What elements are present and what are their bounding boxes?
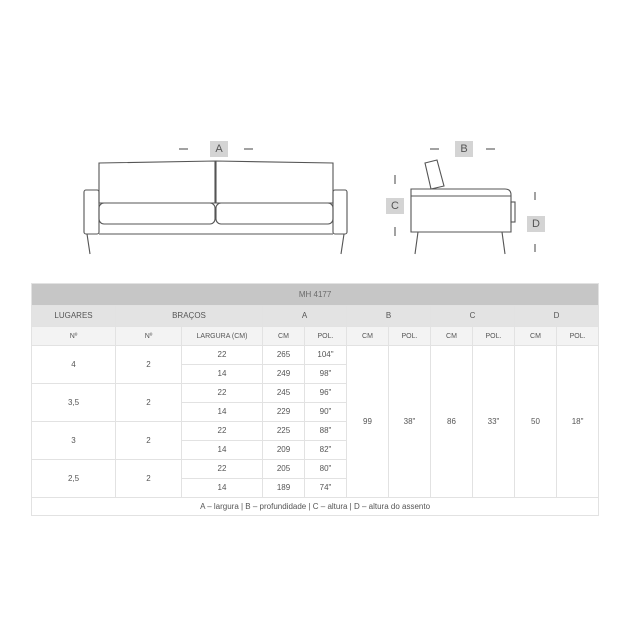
dim-label-d: D [527,216,545,232]
cell-largura: 14 [182,403,263,422]
cell-a-cm: 209 [263,441,305,460]
legend-footer: A – largura | B – profundidade | C – altura | D – altura do assento [32,498,599,516]
front-back-cushion-left [99,161,215,203]
front-seat-cushion-left [99,203,215,224]
table-footer-row [32,498,599,516]
side-back-cushion [425,160,444,189]
cell-a-cm: 229 [263,403,305,422]
cell-a-cm: 245 [263,384,305,403]
cell-a-pol: 80" [305,460,347,479]
table-title-row [32,284,599,306]
cell-b-pol: 38" [389,346,431,498]
unit-largura: LARGURA (CM) [182,327,263,346]
cell-largura: 22 [182,460,263,479]
cell-largura: 14 [182,479,263,498]
unit-b-pol: POL. [389,327,431,346]
cell-a-pol: 96" [305,384,347,403]
cell-largura: 22 [182,422,263,441]
cell-b-cm: 99 [347,346,389,498]
unit-c-cm: CM [431,327,473,346]
cell-largura: 22 [182,384,263,403]
group-lugares: LUGARES [32,306,116,327]
dim-label-c: C [386,198,404,214]
cell-a-cm: 265 [263,346,305,365]
cell-a-pol: 98" [305,365,347,384]
unit-lugares-n: Nº [32,327,116,346]
front-leg-left [87,234,90,254]
cell-lugares: 2,5 [32,460,116,498]
spec-table [31,283,599,516]
front-back-cushion-right [216,161,333,203]
cell-a-pol: 88" [305,422,347,441]
table-row [32,346,599,365]
side-leg-back [502,232,505,254]
dim-label-a: A [210,141,228,157]
cell-largura: 22 [182,346,263,365]
front-leg-right [341,234,344,254]
group-b: B [347,306,431,327]
cell-bracos: 2 [116,384,182,422]
front-arm-left [84,190,99,234]
side-leg-front [415,232,418,254]
group-a: A [263,306,347,327]
unit-c-pol: POL. [473,327,515,346]
cell-c-cm: 86 [431,346,473,498]
front-arm-right [333,190,347,234]
unit-b-cm: CM [347,327,389,346]
dim-label-b: B [455,141,473,157]
sofa-drawings [0,0,630,270]
cell-bracos: 2 [116,346,182,384]
unit-bracos-n: Nº [116,327,182,346]
cell-bracos: 2 [116,460,182,498]
group-c: C [431,306,515,327]
front-seat-cushion-right [216,203,333,224]
cell-lugares: 4 [32,346,116,384]
cell-lugares: 3 [32,422,116,460]
group-d: D [515,306,599,327]
cell-largura: 14 [182,365,263,384]
unit-a-pol: POL. [305,327,347,346]
cell-a-pol: 90" [305,403,347,422]
side-arm-edge [511,202,515,222]
cell-bracos: 2 [116,422,182,460]
table-unit-row [32,327,599,346]
unit-a-cm: CM [263,327,305,346]
table-group-row [32,306,599,327]
cell-d-pol: 18" [557,346,599,498]
group-bracos: BRAÇOS [116,306,263,327]
cell-a-cm: 249 [263,365,305,384]
cell-a-cm: 225 [263,422,305,441]
unit-d-pol: POL. [557,327,599,346]
model-title: MH 4177 [32,284,599,306]
cell-d-cm: 50 [515,346,557,498]
cell-a-cm: 205 [263,460,305,479]
cell-c-pol: 33" [473,346,515,498]
unit-d-cm: CM [515,327,557,346]
cell-a-pol: 104" [305,346,347,365]
cell-largura: 14 [182,441,263,460]
cell-a-pol: 82" [305,441,347,460]
cell-a-cm: 189 [263,479,305,498]
cell-a-pol: 74" [305,479,347,498]
cell-lugares: 3,5 [32,384,116,422]
